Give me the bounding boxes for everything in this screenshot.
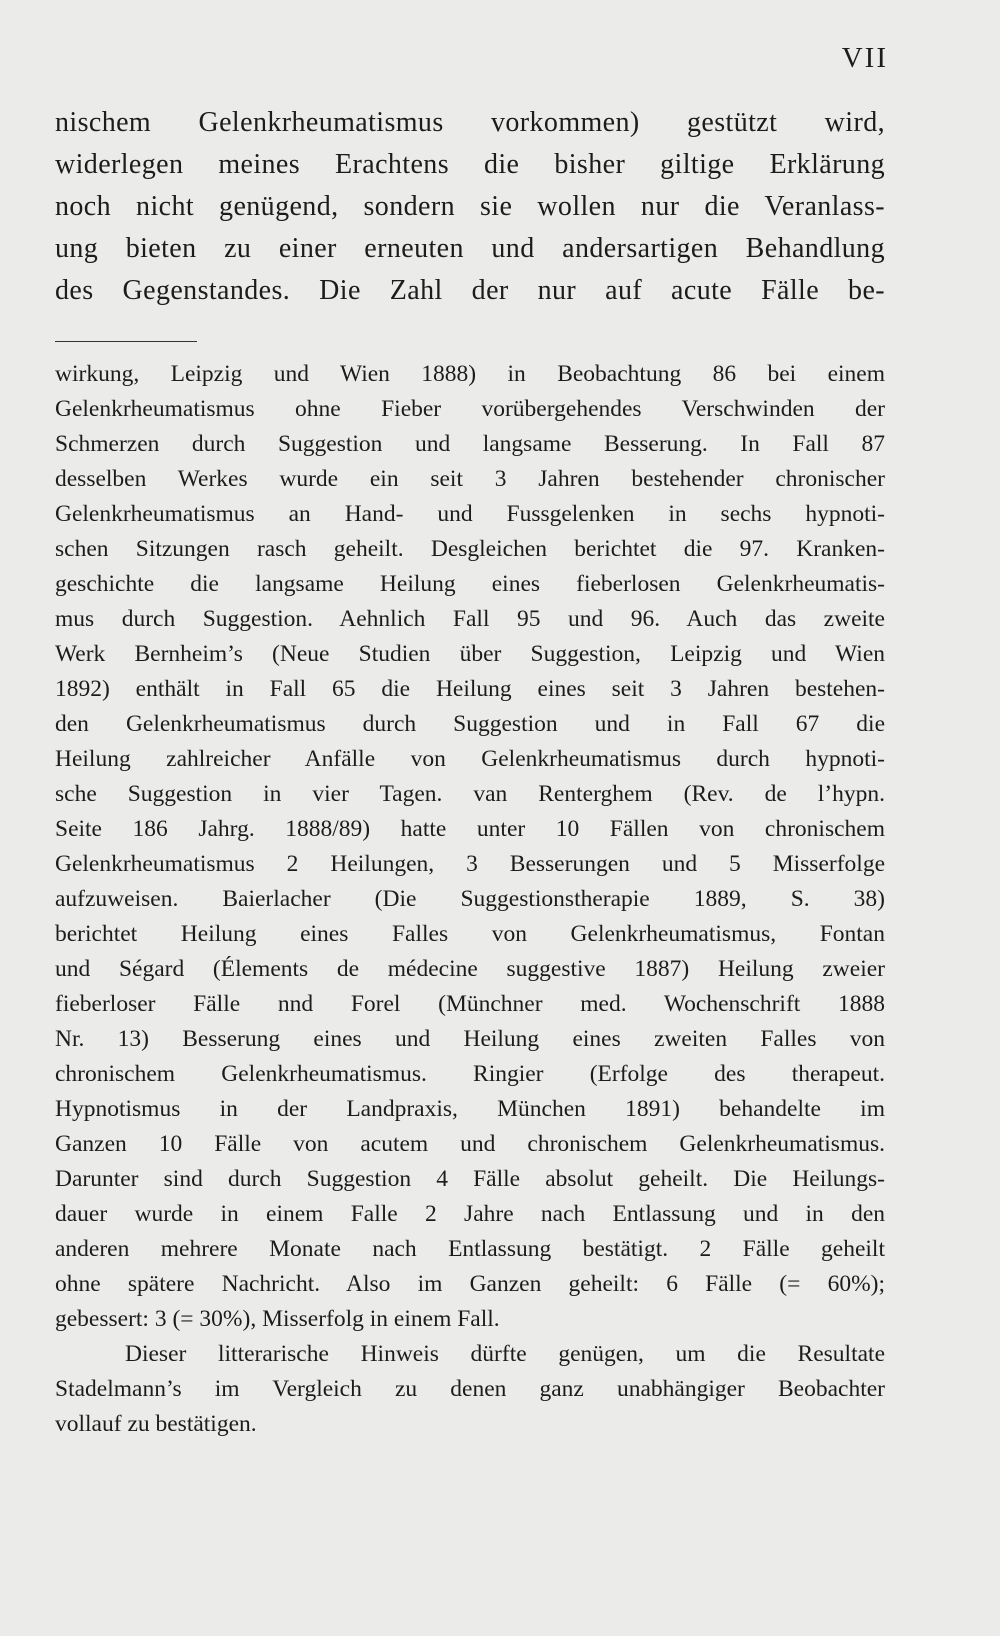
footnote-line: Hypnotismus in der Landpraxis, München 1891) behandelte im	[55, 1096, 885, 1122]
footnote-line: Gelenkrheumatismus 2 Heilungen, 3 Besserungen und 5 Misserfolge	[55, 851, 885, 877]
footnote-line: ohne spätere Nachricht. Also im Ganzen geheilt: 6 Fälle (= 60%);	[55, 1271, 885, 1297]
footnote-line: wirkung, Leipzig und Wien 1888) in Beobachtung 86 bei einem	[55, 361, 885, 387]
page-number: VII	[841, 42, 888, 74]
text-line: nischem Gelenkrheumatismus vorkommen) gestützt wird,	[55, 107, 885, 138]
text-line: ung bieten zu einer erneuten und andersartigen Behandlung	[55, 233, 885, 264]
footnote-line: schen Sitzungen rasch geheilt. Desgleichen berichtet die 97. Kranken-	[55, 536, 885, 562]
footnote-line: aufzuweisen. Baierlacher (Die Suggestionstherapie 1889, S. 38)	[55, 886, 885, 912]
footnote-line: desselben Werkes wurde ein seit 3 Jahren bestehender chronischer	[55, 466, 885, 492]
footnote-line: 1892) enthält in Fall 65 die Heilung eines seit 3 Jahren bestehen-	[55, 676, 885, 702]
footnote-divider	[55, 341, 197, 342]
footnote-line: vollauf zu bestätigen.	[55, 1411, 257, 1437]
footnote-line: Werk Bernheim’s (Neue Studien über Suggestion, Leipzig und Wien	[55, 641, 885, 667]
footnote-line: den Gelenkrheumatismus durch Suggestion und in Fall 67 die	[55, 711, 885, 737]
footnote-line: mus durch Suggestion. Aehnlich Fall 95 und 96. Auch das zweite	[55, 606, 885, 632]
footnote-line: chronischem Gelenkrheumatismus. Ringier (Erfolge des therapeut.	[55, 1061, 885, 1087]
footnote-line: Darunter sind durch Suggestion 4 Fälle absolut geheilt. Die Heilungs-	[55, 1166, 885, 1192]
footnote-line: Ganzen 10 Fälle von acutem und chronischem Gelenkrheumatismus.	[55, 1131, 885, 1157]
footnote-line: berichtet Heilung eines Falles von Gelenkrheumatismus, Fontan	[55, 921, 885, 947]
footnote-line: Gelenkrheumatismus ohne Fieber vorübergehendes Verschwinden der	[55, 396, 885, 422]
footnote-line: Nr. 13) Besserung eines und Heilung eines zweiten Falles von	[55, 1026, 885, 1052]
text-line: noch nicht genügend, sondern sie wollen nur die Veranlass-	[55, 191, 885, 222]
footnote-line: Seite 186 Jahrg. 1888/89) hatte unter 10 Fällen von chronischem	[55, 816, 885, 842]
footnote-line: anderen mehrere Monate nach Entlassung bestätigt. 2 Fälle geheilt	[55, 1236, 885, 1262]
footnote-line: Schmerzen durch Suggestion und langsame Besserung. In Fall 87	[55, 431, 885, 457]
footnote-line: gebessert: 3 (= 30%), Misserfolg in einem Fall.	[55, 1306, 500, 1332]
footnote-line: fieberloser Fälle nnd Forel (Münchner med. Wochenschrift 1888	[55, 991, 885, 1017]
footnote-line: sche Suggestion in vier Tagen. van Renterghem (Rev. de l’hypn.	[55, 781, 885, 807]
footnote-line: und Ségard (Élements de médecine suggestive 1887) Heilung zweier	[55, 956, 885, 982]
footnote-line: geschichte die langsame Heilung eines fieberlosen Gelenkrheumatis-	[55, 571, 885, 597]
footnote-line: Heilung zahlreicher Anfälle von Gelenkrheumatismus durch hypnoti-	[55, 746, 885, 772]
text-line: des Gegenstandes. Die Zahl der nur auf acute Fälle be-	[55, 275, 885, 306]
footnote-line: Stadelmann’s im Vergleich zu denen ganz unabhängiger Beobachter	[55, 1376, 885, 1402]
footnote-line: dauer wurde in einem Falle 2 Jahre nach Entlassung und in den	[55, 1201, 885, 1227]
footnote-line: Dieser litterarische Hinweis dürfte genügen, um die Resultate	[125, 1341, 885, 1367]
text-line: widerlegen meines Erachtens die bisher giltige Erklärung	[55, 149, 885, 180]
footnote-line: Gelenkrheumatismus an Hand- und Fussgelenken in sechs hypnoti-	[55, 501, 885, 527]
